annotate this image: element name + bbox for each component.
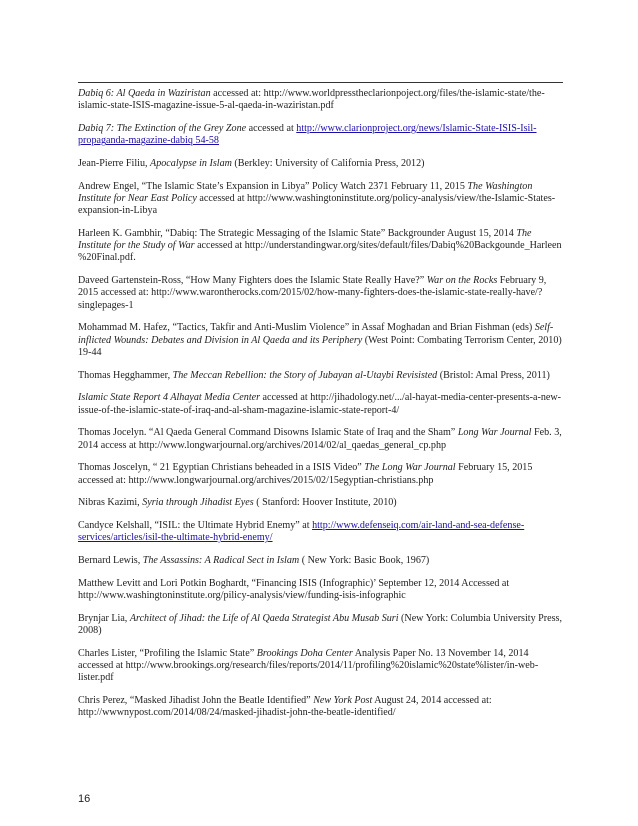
reference-entry (78, 370, 563, 382)
reference-text: Mohammad M. Hafez, “Tactics, Takfir and Anti-Muslim Violence” in Assaf Moghadan and Brian Fishman (eds) (78, 322, 535, 334)
reference-text: Feb. 3, 2014 access at http://www.longwarjournal.org/archives/2014/02/al_qaedas_general_cp.php (78, 427, 562, 451)
reference-text: August 24, 2014 accessed at: http://wwwnypost.com/2014/08/24/masked-jihadist-john-the-beatle-identified/ (78, 695, 492, 719)
reference-text: Matthew Levitt and Lori Potkin Boghardt, “Financing ISIS (Infographic)’ September 12, 2014 Accessed at http://www.washingtoninstitute.org/pilicy-analysis/view/funding-isis-infographic (78, 578, 510, 602)
reference-text: Thomas Joscelyn, “ 21 Egyptian Christians beheaded in a ISIS Video” (78, 462, 365, 474)
reference-entry (78, 648, 563, 685)
reference-link[interactable]: http://www.defenseiq.com/air-land-and-sea-defense-services/articles/isil-the-ultimate-hybrid-enemy/ (78, 520, 525, 544)
reference-title: Apocalypse in Islam (150, 158, 232, 169)
reference-entry (78, 228, 563, 265)
reference-text: Harleen K. Gambhir, “Dabiq: The Strategic Messaging of the Islamic State” Backgrounder August 15, 2014 (78, 228, 517, 239)
reference-text: Candyce Kelshall, “ISIL: the Ultimate Hybrid Enemy” at (78, 520, 313, 532)
reference-title: Architect of Jihad: the Life of Al Qaeda Strategist Abu Musab Suri (129, 613, 399, 624)
reference-title: Islamic State Report 4 Alhayat Media Center (78, 392, 261, 404)
reference-title: The Meccan Rebellion: the Story of Jubayan al-Utaybi Revisisted (172, 369, 438, 381)
reference-entry (78, 462, 563, 486)
reference-text: Charles Lister, “Profiling the Islamic State” (78, 648, 257, 659)
reference-entry (78, 88, 563, 112)
reference-text: (West Point: Combating Terrorism Center, 2010) 19-44 (78, 334, 562, 358)
reference-entry (78, 158, 563, 170)
reference-text: accessed at (246, 123, 297, 134)
reference-text: Jean-Pierre Filiu, (78, 158, 151, 169)
footnote-separator-rule (78, 82, 563, 83)
reference-entry (78, 392, 563, 416)
reference-entry (78, 497, 563, 509)
reference-title: The Institute for the Study of War (78, 228, 532, 252)
reference-title: The Washington Institute for Near East Policy (78, 180, 533, 204)
reference-entry (78, 695, 563, 719)
reference-text: February 15, 2015 accessed at: http://www.longwarjournal.org/archives/2015/02/15egyptian-christians.php (78, 462, 533, 486)
reference-text: accessed at http://www.washingtoninstitute.org/policy-analysis/view/the-Islamic-States-expansion-in-Libya (78, 193, 556, 217)
reference-entry (78, 613, 563, 637)
reference-entry (78, 123, 563, 147)
reference-entry (78, 275, 563, 312)
reference-text: Thomas Hegghammer, (78, 369, 173, 381)
reference-text: February 9, 2015 accessed at: http://www.warontherocks.com/2015/02/how-many-fighters-does-the-islamic-state-really-have/?singlepages-1 (78, 275, 547, 311)
reference-text: Thomas Jocelyn. “Al Qaeda General Command Disowns Islamic State of Iraq and the Sham” (78, 427, 458, 439)
reference-text: (New York: Columbia University Press, 2008) (78, 613, 562, 637)
reference-text: accessed at http://jihadology.net/.../al-hayat-media-center-presents-a-new-issue-of-the-islamic-state-of-iraq-and-al-sham-magazine-islamic-state-report-4/ (78, 392, 562, 416)
reference-title: The Assassins: A Radical Sect in Islam (142, 555, 300, 567)
reference-title: Self-inflicted Wounds: Debates and Division in Al Qaeda and its Periphery (78, 322, 554, 346)
reference-entry (78, 578, 563, 602)
page-number: 16 (78, 793, 91, 805)
reference-title: Dabiq 6: Al Qaeda in Waziristan (78, 88, 211, 99)
reference-entry (78, 427, 563, 451)
reference-entry (78, 520, 563, 544)
reference-text: (Berkley: University of California Press, 2012) (231, 158, 425, 169)
reference-list (78, 88, 563, 730)
reference-title: New York Post (313, 695, 373, 707)
reference-title: War on the Rocks (426, 275, 498, 287)
reference-entry (78, 555, 563, 567)
reference-text: Bernard Lewis, (78, 555, 143, 567)
reference-title: Syria through Jihadist Eyes (142, 497, 254, 509)
reference-title: Long War Journal (457, 427, 532, 439)
reference-title: Brookings Doha Center (256, 648, 353, 659)
reference-text: Andrew Engel, “The Islamic State’s Expansion in Libya” Policy Watch 2371 February 11, 2015 (78, 180, 468, 192)
reference-title: The Long War Journal (364, 462, 456, 474)
reference-text: accessed at: http://www.worldpresstheclarionpoject.org/files/the-islamic-state/the-islamic-state-ISIS-magazine-issue-5-al-qaeda-in-waziristan.pdf (78, 88, 545, 112)
reference-text: Nibras Kazimi, (78, 497, 143, 509)
reference-entry (78, 322, 563, 359)
reference-text: (Bristol: Amal Press, 2011) (437, 369, 550, 381)
reference-link[interactable]: http://www.clarionproject.org/news/Islamic-State-ISIS-Isil-propaganda-magazine-dabiq 54-58 (78, 123, 537, 147)
reference-text: Daveed Gartenstein-Ross, “How Many Fighters does the Islamic State Really Have?” (78, 275, 427, 287)
reference-text: Analysis Paper No. 13 November 14, 2014 accessed at http://www.brookings.org/research/files/reports/2014/11/profiling%20islamic%20state%lister/in-web-lister.pdf (78, 648, 539, 684)
reference-title: Dabiq 7: The Extinction of the Grey Zone (78, 123, 247, 134)
reference-text: accessed at http://understandingwar.org/sites/default/files/Dabiq%20Backgounde_Harleen %20Final.pdf. (78, 240, 562, 264)
reference-entry (78, 181, 563, 218)
reference-text: Brynjar Lia, (78, 613, 130, 624)
reference-text: ( Stanford: Hoover Institute, 2010) (253, 497, 397, 509)
reference-text: ( New York: Basic Book, 1967) (299, 555, 430, 567)
reference-text: Chris Perez, “Masked Jihadist John the Beatle Identified” (78, 695, 314, 707)
